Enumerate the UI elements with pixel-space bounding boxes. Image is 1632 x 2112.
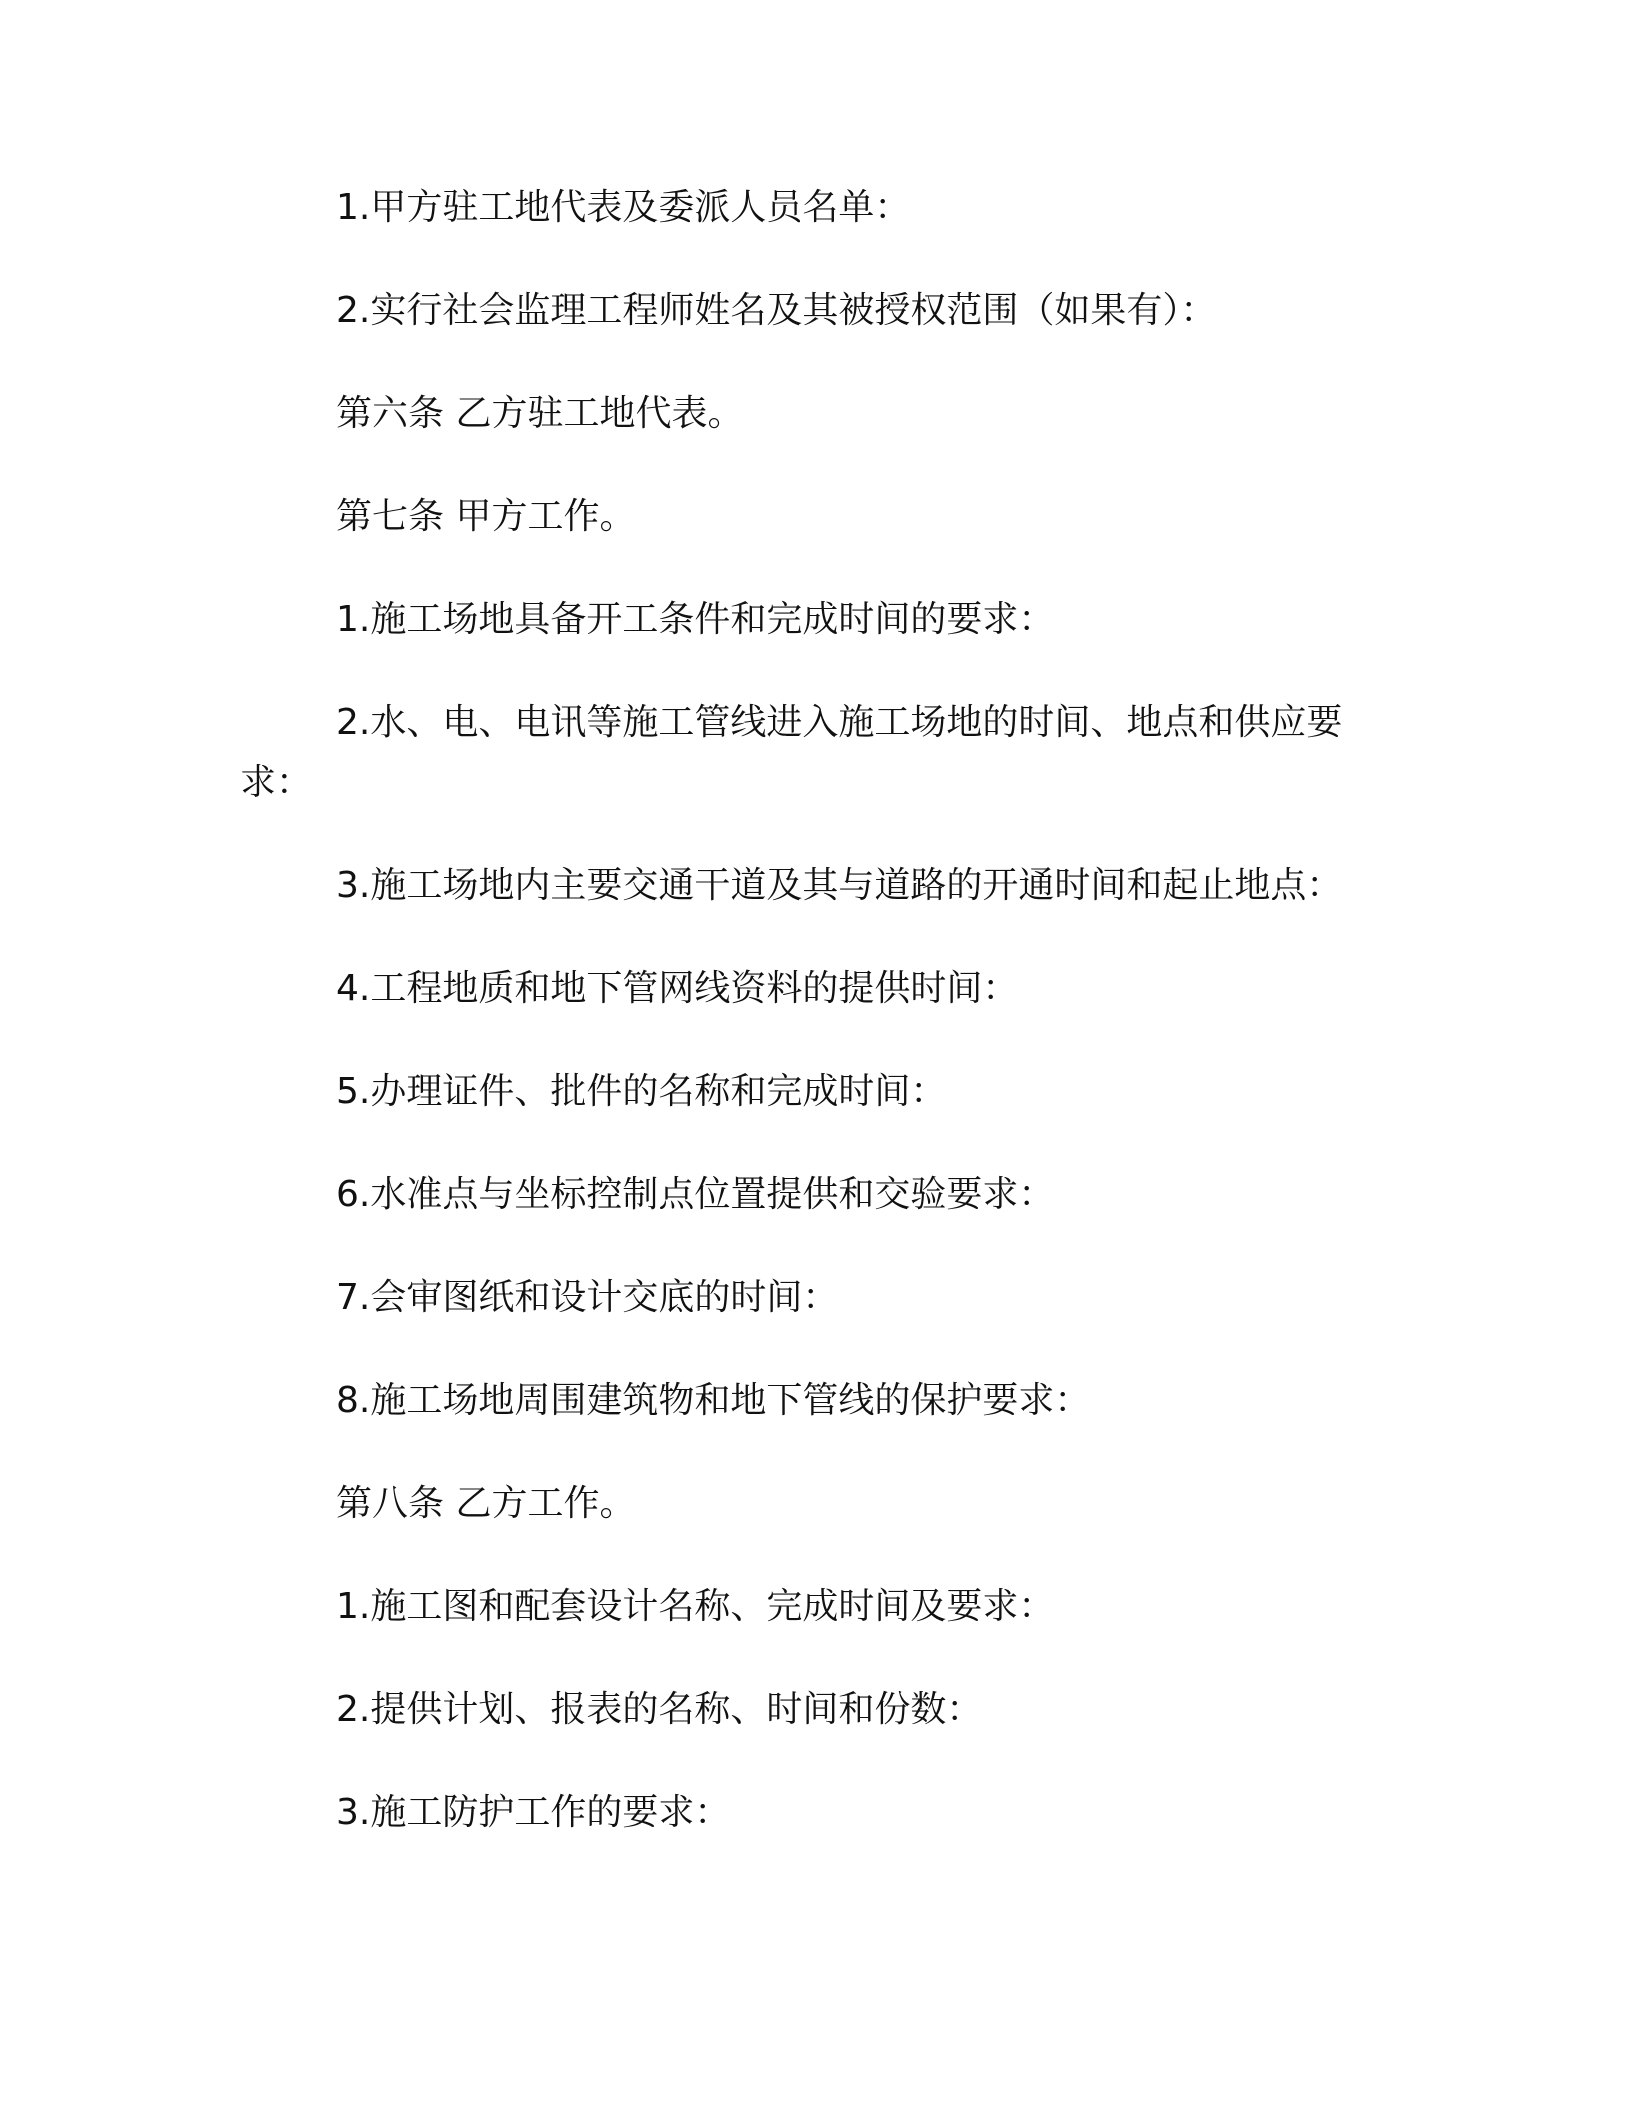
article-7-item-7: 7.会审图纸和设计交底的时间：: [336, 1277, 839, 1318]
article-8-item-1: 1.施工图和配套设计名称、完成时间及要求：: [336, 1586, 1055, 1627]
paragraph-1: 1.甲方驻工地代表及委派人员名单：: [336, 187, 911, 228]
article-7-item-1: 1.施工场地具备开工条件和完成时间的要求：: [336, 599, 1055, 640]
article-8-item-2: 2.提供计划、报表的名称、时间和份数：: [336, 1689, 983, 1730]
article-7-heading: 第七条 甲方工作。: [336, 496, 636, 537]
article-6-heading: 第六条 乙方驻工地代表。: [336, 393, 744, 434]
article-8-item-3: 3.施工防护工作的要求：: [336, 1792, 731, 1833]
document-body: [240, 178, 1390, 1886]
article-7-item-4: 4.工程地质和地下管网线资料的提供时间：: [336, 968, 1019, 1009]
article-8-heading: 第八条 乙方工作。: [336, 1483, 636, 1524]
article-7-item-8: 8.施工场地周围建筑物和地下管线的保护要求：: [336, 1380, 1091, 1421]
article-7-item-2: 2.水、电、电讯等施工管线进入施工场地的时间、地点和供应要求：: [240, 702, 1343, 803]
paragraph-2: 2.实行社会监理工程师姓名及其被授权范围（如果有）：: [336, 290, 1217, 331]
article-7-item-6: 6.水准点与坐标控制点位置提供和交验要求：: [336, 1174, 1055, 1215]
article-7-item-5: 5.办理证件、批件的名称和完成时间：: [336, 1071, 947, 1112]
article-7-item-3: 3.施工场地内主要交通干道及其与道路的开通时间和起止地点：: [336, 865, 1343, 906]
